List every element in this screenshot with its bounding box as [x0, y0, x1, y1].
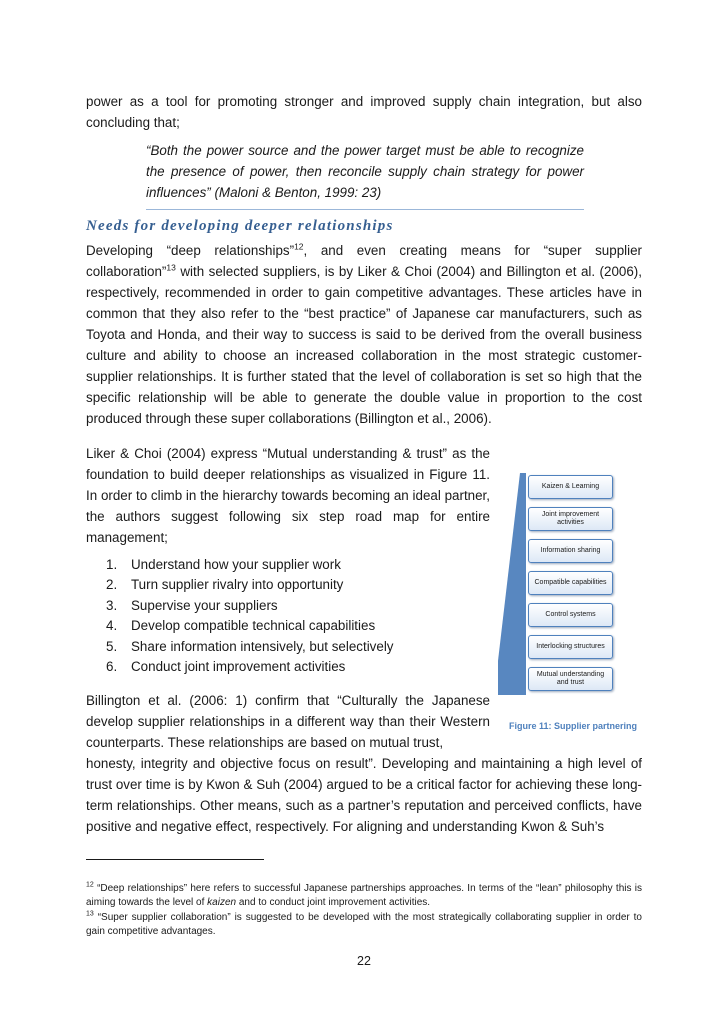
list-item: 3. Supervise your suppliers [106, 597, 278, 613]
paragraph-billington-a: Billington et al. (2006: 1) confirm that “Culturally the Japanese develop supplier relationships in a different way than their Western counterparts. These relationships are based on mutual trust, [86, 693, 490, 750]
paragraph-text: Developing “deep relationships” [86, 243, 295, 258]
figure-supplier-partnering [498, 455, 648, 740]
footnote-12: $^{12}$ “Deep relationships” here refers to successful Japanese partnerships approaches. In terms of the “lean” philosophy this is aiming towards the level of kaizen and to conduct joint improvement activities. [86, 881, 642, 908]
block-quote: “Both the power source and the power target must be able to recognize the presence of power, then reconcile supply chain strategy for power influences” (Maloni & Benton, 1999: 23) [146, 140, 584, 210]
list-item: 4. Develop compatible technical capabilities [106, 618, 376, 634]
figure-caption: Figure 11: Supplier partnering [508, 721, 638, 731]
figure-box-joint-improvement: Joint improvement activities [528, 507, 613, 531]
figure-box-interlocking-structures: Interlocking structures [528, 635, 613, 659]
figure-box-control-systems: Control systems [528, 603, 613, 627]
paragraph-liker-choi: Liker & Choi (2004) express “Mutual understanding & trust” as the foundation to build deeper relationships as visualized in Figure 11. In order to climb in the hierarchy towards becoming an ideal partner, the authors suggest following six step road map for entire management; [86, 446, 490, 545]
paragraph-text: , and even creating means for “super supplier collaboration” [86, 243, 643, 279]
intro-paragraph: power as a tool for promoting stronger and improved supply chain integration, but also concluding that; [86, 94, 642, 130]
paragraph-billington-b: honesty, integrity and objective focus on result”. Developing and maintaining a high level of trust over time is by Kwon & Suh (2004) argued to be a critical factor for achieving these long-term relationships. Other means, such as a partner’s reputation and perceived conflicts, have positive and negative effect, respectively. For aligning and understanding Kwon & Suh’s [86, 756, 642, 834]
figure-box-information-sharing: Information sharing [528, 539, 613, 563]
list-item: 5. Share information intensively, but selectively [106, 638, 394, 654]
page-number: 22 [357, 954, 371, 968]
figure-box-mutual-understanding: Mutual understanding and trust [528, 667, 613, 691]
paragraph-deep-relationships [86, 240, 642, 429]
paragraph-text: with selected suppliers, is by Liker & Choi (2004) and Billington et al. (2006), respectively, recommended in order to gain competitive advantages. These articles have in common that they also refer to the “best practice” of Japanese car manufacturers, such as Toyota and Honda, and their way to success is said to be derived from the overall business culture and ability to choose an increased collaboration in the most strategic customer-supplier relationships. It is further stated that the level of collaboration is set so high that the specific relationship will be able to generate the double value in proportion to the cost produced through these super collaborations (Billington et al., 2006). [86, 264, 642, 426]
list-item: 1. Understand how your supplier work [106, 557, 341, 572]
footnote-ref-13[interactable]: 13 [166, 262, 176, 273]
footnote-ref-12[interactable]: 12 [294, 241, 304, 252]
figure-box-kaizen: Kaizen & Learning [528, 475, 613, 499]
section-heading: Needs for developing deeper relationships [86, 218, 394, 234]
footnote-separator [86, 859, 264, 860]
road-map-list [106, 555, 393, 677]
list-item: 6. Conduct joint improvement activities [106, 658, 346, 674]
list-item: 2. Turn supplier rivalry into opportunity [106, 577, 344, 593]
figure-box-compatible-capabilities: Compatible capabilities [528, 571, 613, 595]
footnote-13: $^{13}$ “Super supplier collaboration” is suggested to be developed with the most strategically collaborating supplier in order to gain competitive advantages. [86, 910, 642, 937]
